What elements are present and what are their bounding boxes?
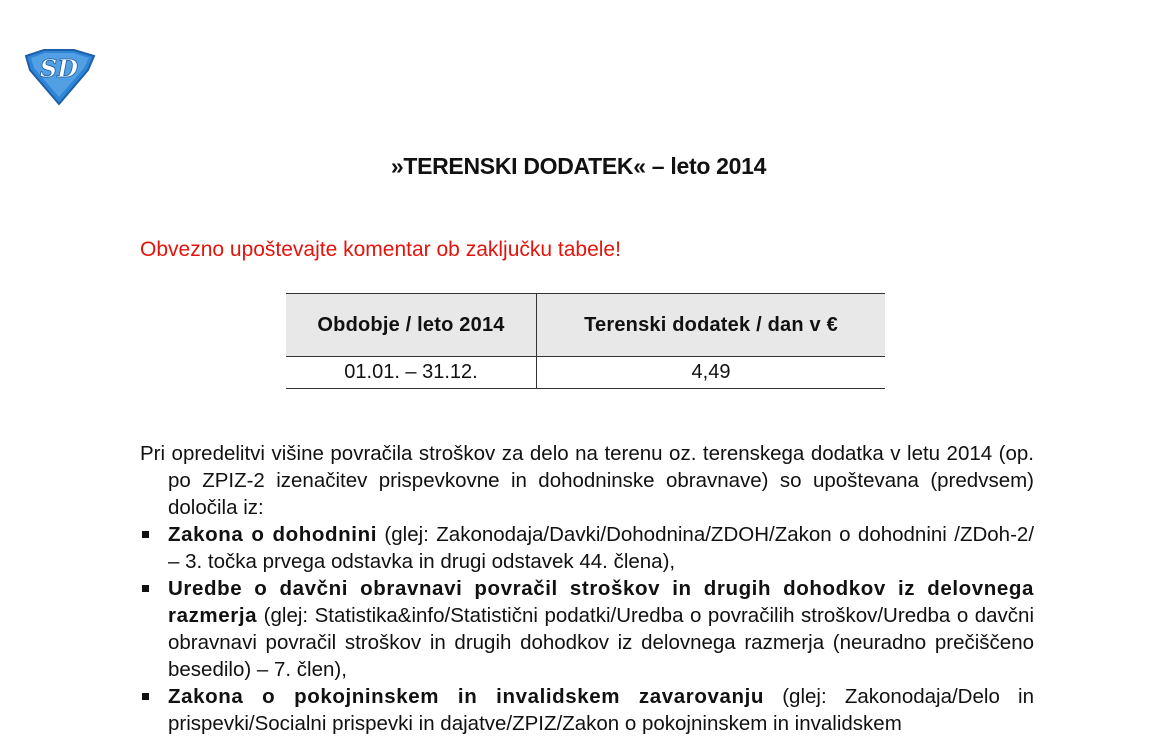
- law-detail: (glej: Statistika&info/Statistični podatki/Uredba o povračilih stroškov/Uredba o davčni obravnavi povračil stroškov in drugih dohodkov iz delovnega razmerja (neuradno prečiščeno besedilo) – 7. člen),: [168, 604, 1034, 681]
- law-detail: (glej: Zakonodaja/Davki/Dohodnina/ZDOH/Zakon o dohodnini /ZDoh-2/ – 3. točka prvega odstavka in drugi odstavek 44. člena),: [168, 523, 1035, 573]
- intro-paragraph: Pri opredelitvi višine povračila stroškov za delo na terenu oz. terenskega dodatka v letu 2014 (op. po ZPIZ-2 izenačitev prispevkovne in dohodninske obravnave) so upoštevana (predvsem) določila iz:: [140, 442, 1034, 519]
- page-title: »TERENSKI DODATEK« – leto 2014: [390, 153, 767, 179]
- logo-text: SD: [39, 54, 79, 83]
- law-name: Zakona o dohodnini: [168, 523, 377, 546]
- list-item: [140, 521, 1034, 575]
- table-header-row: [286, 294, 885, 357]
- period-cell: 01.01. – 31.12.: [286, 357, 537, 389]
- bullet-icon: [142, 693, 149, 700]
- list-item: [140, 683, 1034, 737]
- column-header-period: Obdobje / leto 2014: [286, 294, 537, 357]
- law-name: Uredbe o davčni obravnavi povračil stroškov in drugih dohodkov iz delovnega razmerja: [168, 577, 1034, 627]
- law-detail: (glej: Zakonodaja/Delo in prispevki/Socialni prispevki in dajatve/ZPIZ/Zakon o pokojninskem in invalidskem: [168, 685, 1034, 735]
- rates-table: [286, 293, 885, 389]
- bullet-icon: [142, 585, 149, 592]
- laws-list: [140, 521, 1034, 737]
- table-row: [286, 357, 885, 389]
- amount-cell: 4,49: [537, 357, 886, 389]
- body-text: [140, 440, 1034, 737]
- warning-note: Obvezno upoštevajte komentar ob zaključku tabele!: [140, 238, 621, 261]
- bullet-icon: [142, 531, 149, 538]
- law-name: Zakona o pokojninskem in invalidskem zavarovanju: [168, 685, 765, 708]
- list-item: [140, 575, 1034, 683]
- column-header-amount: Terenski dodatek / dan v €: [537, 294, 886, 357]
- sd-logo: [22, 48, 96, 106]
